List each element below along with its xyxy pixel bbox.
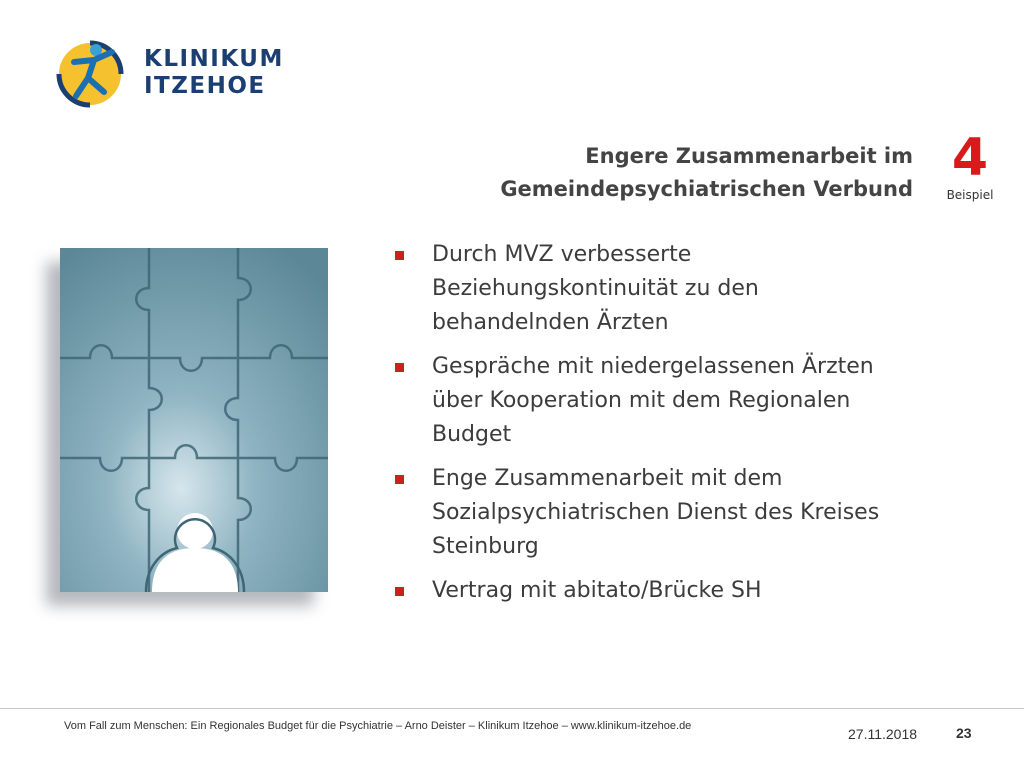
logo-line-2: ITZEHOE	[144, 73, 266, 99]
logo-line-1: KLINIKUM	[144, 46, 284, 72]
footer-date: 27.11.2018	[848, 726, 918, 742]
bullet-line: Vertrag mit abitato/Brücke SH	[432, 578, 762, 603]
bullet-marker	[395, 363, 404, 372]
bullet-item	[393, 574, 933, 608]
bullet-line: Beziehungskontinuität zu den	[432, 276, 759, 301]
slide-title-line-2: Gemeindepsychiatrischen Verbund	[500, 177, 913, 201]
bullet-line: Steinburg	[432, 534, 539, 559]
bullet-item	[393, 238, 933, 340]
slide-title-line-1: Engere Zusammenarbeit im	[585, 144, 913, 168]
bullet-marker	[395, 587, 404, 596]
slide-title	[500, 140, 913, 206]
example-number: 4	[951, 128, 989, 188]
bullet-line: behandelnden Ärzten	[432, 310, 669, 335]
bullet-line: über Kooperation mit dem Regionalen	[432, 388, 851, 413]
page-number: 23	[956, 725, 972, 741]
footer-text: Vom Fall zum Menschen: Ein Regionales Budget für die Psychiatrie – Arno Deister – Klinikum Itzehoe – www.klinikum-itzehoe.de	[64, 720, 692, 732]
bullet-item	[393, 462, 933, 564]
bullet-list	[393, 238, 933, 618]
bullet-line: Sozialpsychiatrischen Dienst des Kreises	[432, 500, 880, 525]
logo-wordmark	[144, 46, 284, 100]
bullet-line: Budget	[432, 422, 512, 447]
bullet-marker	[395, 251, 404, 260]
klinikum-logo	[56, 34, 296, 114]
example-label: Beispiel	[946, 188, 994, 202]
bullet-item	[393, 350, 933, 452]
bullet-marker	[395, 475, 404, 484]
bullet-line: Enge Zusammenarbeit mit dem	[432, 466, 783, 491]
running-figure-logo-icon	[56, 34, 128, 114]
bullet-line: Durch MVZ verbesserte	[432, 242, 692, 267]
puzzle-person-image	[60, 248, 328, 592]
bullet-line: Gespräche mit niedergelassenen Ärzten	[432, 354, 874, 379]
footer-divider	[0, 708, 1024, 709]
